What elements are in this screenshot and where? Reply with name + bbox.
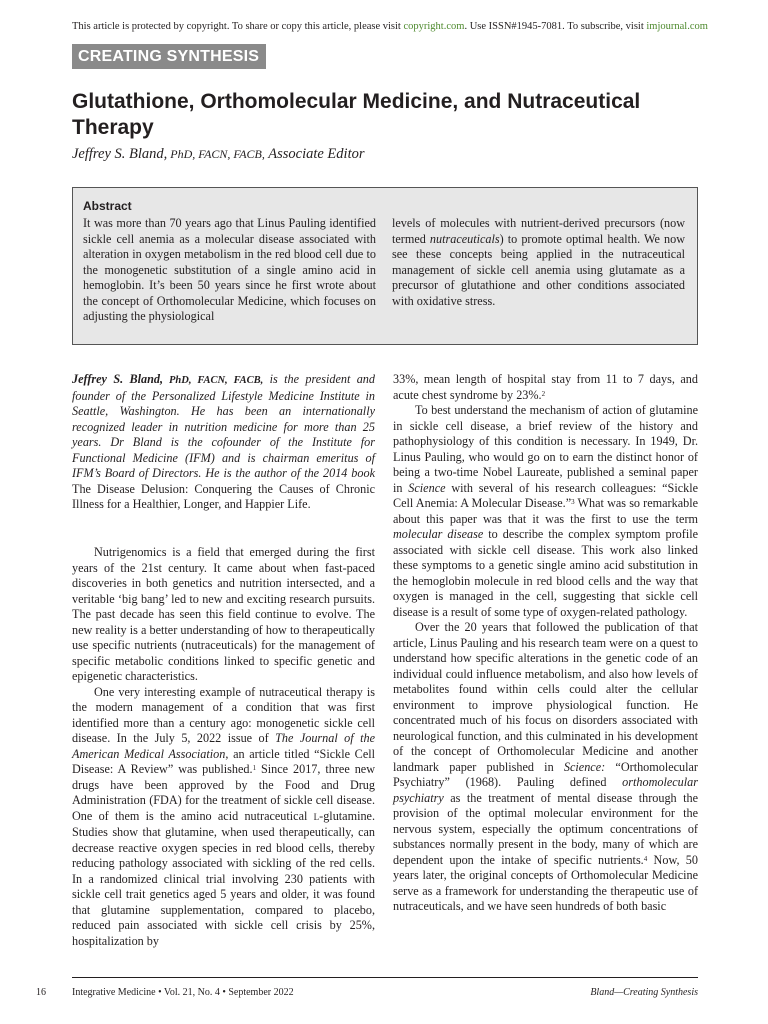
author-credentials: PhD, FACN, FACB,: [167, 147, 265, 161]
byline: [72, 146, 365, 163]
italic-term: molecular disease: [393, 527, 484, 541]
reference-marker[interactable]: 2: [541, 389, 546, 398]
author-bio: [72, 372, 375, 513]
italic-term: orthomolecular psychiatry: [393, 775, 698, 805]
small-caps-l: L: [313, 811, 320, 822]
abstract-text: levels of molecules with nutrient-derived precursors (now termed: [392, 216, 685, 246]
abstract-box: [72, 187, 698, 345]
reference-marker[interactable]: 4: [643, 854, 648, 863]
journal-name: Science:: [563, 759, 606, 774]
section-label: CREATING SYNTHESIS: [72, 44, 266, 69]
journal-name: Science: [408, 480, 446, 495]
running-head: Bland—Creating Synthesis: [590, 987, 698, 998]
bio-credentials: PhD, FACN, FACB,: [163, 375, 264, 386]
abstract-heading: Abstract: [83, 199, 132, 213]
author-name: Jeffrey S. Bland,: [72, 146, 168, 162]
bio-name: Jeffrey S. Bland,: [72, 372, 164, 386]
paragraph: Nutrigenomics is a field that emerged during the first years of the 21st century. It came about when fast-paced discoveries in both genetics and nutrition intersected, and a veritable ‘big bang’ led to new and exciting research pursuits. The past decade has seen this field continue to evolve. The new reality is a better understanding of how to therapeutically use specific nutrients (nutraceuticals) for the management of specific metabolic conditions linked to specific genetic and epigenetic characteristics.: [72, 545, 375, 683]
article-title: Glutathione, Orthomolecular Medicine, and Nutraceutical Therapy: [72, 90, 641, 139]
body-right-column: [393, 372, 698, 915]
paragraph: One very interesting example of nutraceutical therapy is the modern management of a condition that was first identified more than a century ago: monogenetic sickle cell disease. In the July 5, 2022 issue of The Journal of the American Medical Association, an article titled “Sickle Cell Disease: A Review” was published.$^1$ Since 2017, three new drugs have been approved by the Food and Drug Administration (FDA) for the treatment of sickle cell disease. One of them is the amino acid nutraceutical L-glutamine. Studies show that glutamine, when used therapeutically, can decrease reactive oxygen species in red blood cells, thereby reducing pathology associated with sickling of the red cells. In a randomized clinical trial involving 230 patients with sickle cell trait genetics aged 5 years and older, it was found that glutamine supplementation, compared to placebo, reduced pain associated with sickle cell crisis by 25%, hospitalization by: [72, 684, 375, 948]
paragraph: Over the 20 years that followed the publication of that article, Linus Pauling and his research team were on a quest to understand how specific alterations in the genetic code of an individual could influence metabolism, and also how levels of metabolites found within cells could alter the cellular environment to improve physiological function. He concentrated much of his focus on disorders associated with neurological function, and this culminated in his development of the concept of Orthomolecular Medicine and another landmark paper published in Science: “Orthomolecular Psychiatry” (1968). Pauling defined orthomolecular psychiatry as the treatment of mental disease through the provision of the optimal molecular environment for the nervous system, especially the optimum concentrations of substances normally present in the body, many of which are dependent upon the intake of specific nutrients.$^4$ Now, 50 years later, the original concepts of Orthomolecular Medicine serve as a framework for understanding the therapeutic use of nutraceuticals, and we have seen hundreds of both basic: [393, 620, 698, 913]
notice-text-2: . Use ISSN#1945-7081. To subscribe, visit: [464, 21, 647, 32]
reference-marker[interactable]: 3: [571, 498, 575, 506]
body-left-column: [72, 545, 375, 949]
bio-book-title: The Disease Delusion: Conquering the Causes of Chronic Illness for a Healthier, Longer, and Happier Life.: [72, 481, 375, 511]
abstract-right-column: [392, 216, 685, 309]
paragraph: To best understand the mechanism of action of glutamine in sickle cell disease, a brief review of the history and pathophysiology of this condition is necessary. In 1949, Dr. Linus Pauling, who would go on to earn the distinct honor of being a two-time Nobel Laureate, published a seminal paper in Science with several of his research colleagues: “Sickle Cell Anemia: A Molecular Disease.”$^3$ What was so remarkable about this paper was that it was the first to use the term molecular disease to describe the complex symptom profile associated with sickle cell disease. This work also linked these symptoms to a genetic single amino acid substitution in the hemoglobin molecule in red blood cells and the way that oxygen is managed in the cell, suggesting that sickle cell disease is a result of some type of oxygen-related pathology.: [393, 403, 698, 619]
subscribe-link[interactable]: imjournal.com: [646, 21, 708, 32]
abstract-text: ) to promote optimal health. We now see these concepts being applied in the nutraceutical management of sickle cell anemia using glutamate as a precursor of glutathione and other conditions associated with oxidative stress.: [392, 231, 686, 308]
abstract-italic-term: nutraceuticals: [429, 231, 500, 246]
paragraph: 33%, mean length of hospital stay from 11 to 7 days, and acute chest syndrome by 23%.$^2$: [393, 372, 698, 402]
author-role: Associate Editor: [264, 146, 365, 162]
journal-info: Integrative Medicine • Vol. 21, No. 4 • September 2022: [72, 987, 294, 998]
page-number: 16: [36, 987, 46, 998]
reference-marker[interactable]: 1: [252, 764, 257, 772]
bio-text: is the president and founder of the Personalized Lifestyle Medicine Institute in Seattle, Washington. He has been an internationally recognized leader in nutrition medicine for more than 25 years. Dr Bland is the cofounder of the Institute for Functional Medicine (IFM) and is chairman emeritus of IFM’s Board of Directors. He is the author of the 2014 book: [72, 372, 375, 480]
notice-text-1: This article is protected by copyright. To share or copy this article, please visit: [72, 21, 404, 32]
footer-divider: [72, 977, 698, 978]
copyright-link[interactable]: copyright.com: [403, 21, 465, 32]
copyright-notice: [72, 21, 712, 32]
abstract-left-column: It was more than 70 years ago that Linus Pauling identified sickle cell anemia as a molecular disease associated with alteration in oxygen metabolism in the red blood cell due to the monogenetic substitution of a single amino acid in hemoglobin. It’s been 50 years since he first wrote about the concept of Orthomolecular Medicine, which focuses on adjusting the physiological: [83, 216, 376, 323]
journal-name: The Journal of the American Medical Association: [72, 731, 375, 761]
